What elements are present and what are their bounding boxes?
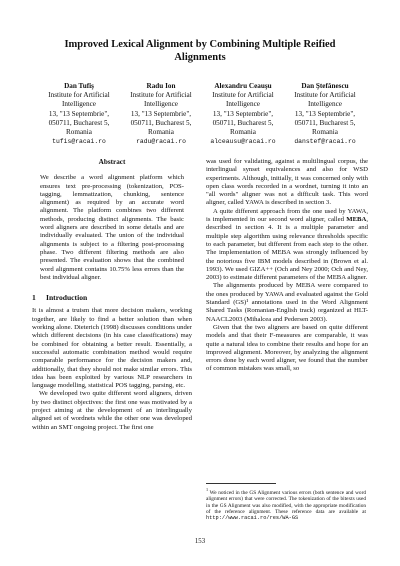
meba-name: MEBA bbox=[346, 216, 367, 224]
paper-title: Improved Lexical Alignment by Combining Multiple Reified Alignments bbox=[64, 39, 336, 63]
author-affiliation: Intelligence bbox=[62, 100, 96, 109]
author-3 bbox=[202, 82, 284, 146]
author-country: Romania bbox=[66, 128, 92, 137]
author-2 bbox=[120, 82, 202, 146]
abstract-text: We describe a word alignment platform which ensures text pre-processing (tokenization, POS-tagging, lemmatization, chunking, sentence alignment) as required by an accurate word alignment. The platform combines two different methods, producing distinct alignments. The basic word aligners are described in some details and are individually evaluated. The union of the individual alignments is subject to a filtering post-processing phase. Two different filtering methods are also presented. The evaluation shows that the combined word alignment contains 10.75% less errors than the best individual aligner. bbox=[40, 174, 184, 281]
author-country: Romania bbox=[148, 128, 174, 137]
intro-paragraph-1: It is almost a truism that more decision makers, working together, are likely to find a better solution than when working alone. Dieterich (1998) discusses conditions under which different decisions (in his case classifications) may be combined for obtaining a better result. Essentially, a successful automatic combination method would require comparable performance for the decision makers and, additionally, that they should not make similar errors. This idea has been exploited by various NLP researchers in language modelling, statistical POS tagging, parsing, etc. bbox=[32, 307, 192, 390]
author-1 bbox=[38, 82, 120, 146]
author-address: 050711, Bucharest 5, bbox=[48, 118, 110, 127]
author-affiliation: Institute for Artificial bbox=[212, 91, 274, 100]
author-address: 13, "13 Septembrie", bbox=[294, 109, 356, 118]
author-email: danstef@racai.ro bbox=[294, 138, 356, 146]
author-address: 13, "13 Septembrie", bbox=[48, 109, 110, 118]
author-country: Romania bbox=[230, 128, 256, 137]
author-affiliation: Intelligence bbox=[144, 100, 178, 109]
author-affiliation: Intelligence bbox=[226, 100, 260, 109]
footnote-mark: 1 bbox=[206, 487, 209, 492]
right-paragraph-2-rest: , described in section 4. It is a multiple parameter and multiple step algorithm using relevance thresholds specific to each parameter, but different from each step to the other. The implementation of MEBA was strongly influenced by the notorious five IBM models described in (Brown et al. 1993). We used GIZA++ (Och and Ney 2000; Och and Ney, 2003) to estimate different parameters of the MEBA aligner. bbox=[206, 216, 368, 282]
author-address: 13, "13 Septembrie", bbox=[212, 109, 274, 118]
author-email: tufis@racai.ro bbox=[52, 138, 106, 146]
footnote bbox=[206, 487, 366, 522]
author-name: Dan Tufiş bbox=[64, 82, 94, 90]
author-affiliation: Intelligence bbox=[308, 100, 342, 109]
abstract-body bbox=[32, 174, 192, 282]
author-email: radu@racai.ro bbox=[136, 138, 186, 146]
right-column bbox=[206, 158, 368, 374]
page-number: 153 bbox=[194, 538, 206, 545]
author-affiliation: Institute for Artificial bbox=[294, 91, 356, 100]
right-paragraph-2 bbox=[206, 208, 368, 283]
author-country: Romania bbox=[312, 128, 338, 137]
right-paragraph-4: Given that the two aligners are based on quite different models and that their F-measures are comparable, it was quite a natural idea to combine their results and hope for an improved alignment. Moreover, by analyzing the alignment errors done by each word aligner, we found that the number of common mistakes was small, so bbox=[206, 323, 368, 373]
abstract-heading: Abstract bbox=[98, 158, 126, 166]
section-title: Introduction bbox=[46, 293, 88, 303]
section-number: 1 bbox=[32, 293, 36, 303]
footnote-divider bbox=[206, 483, 276, 484]
author-address: 050711, Bucharest 5, bbox=[294, 118, 356, 127]
right-paragraph-2-start: A quite different approach from the one used by YAWA, is implemented in our second word aligner, called bbox=[206, 207, 368, 224]
author-address: 050711, Bucharest 5, bbox=[212, 118, 274, 127]
footnote-url[interactable]: http://www.racai.ro/res/WA-GS bbox=[206, 515, 299, 522]
intro-paragraph-2: We developed two quite different word aligners, driven by two distinct objectives: the first one was motivated by a project aiming at the development of an interlingually aligned set of wordnets while the other one was developed within an SMT ongoing project. The first one bbox=[32, 390, 192, 431]
author-name: Radu Ion bbox=[146, 82, 176, 90]
section-heading-introduction bbox=[32, 294, 192, 302]
author-affiliation: Institute for Artificial bbox=[48, 91, 110, 100]
author-address: 050711, Bucharest 5, bbox=[130, 118, 192, 127]
author-address: 13, "13 Septembrie", bbox=[130, 109, 192, 118]
author-email: alceausu@racai.ro bbox=[210, 138, 276, 146]
author-4 bbox=[284, 82, 366, 146]
author-name: Dan Ştefănescu bbox=[301, 82, 349, 90]
right-paragraph-3: The alignments produced by MEBA were compared to the ones produced by YAWA and evaluated against the Gold Standard (GS)¹ annotations used in the Word Alignment Shared Tasks (Romanian-English track) organized at HLT-NAACL2003 (Mihalcea and Pedersen 2003). bbox=[206, 282, 368, 323]
left-column bbox=[32, 158, 192, 432]
footnote-text: We noticed in the GS Alignment various errors (both sentence and word alignment errors) that were corrected. The tokenization of the bitexts used in the GS Alignment was also modified, with the appropriate modification of the reference alignment. These reference data are available at bbox=[206, 489, 366, 515]
author-affiliation: Institute for Artificial bbox=[130, 91, 192, 100]
right-paragraph-1: was used for validating, against a multilingual corpus, the interlingual synset equivalences and also for WSD experiments. Although, initially, it was concerned only with open class words recorded in a wordnet, turning it into an "all words" aligner was not a difficult task. This word aligner, called YAWA is described in section 3. bbox=[206, 158, 368, 207]
author-name: Alexandru Ceauşu bbox=[214, 82, 272, 90]
